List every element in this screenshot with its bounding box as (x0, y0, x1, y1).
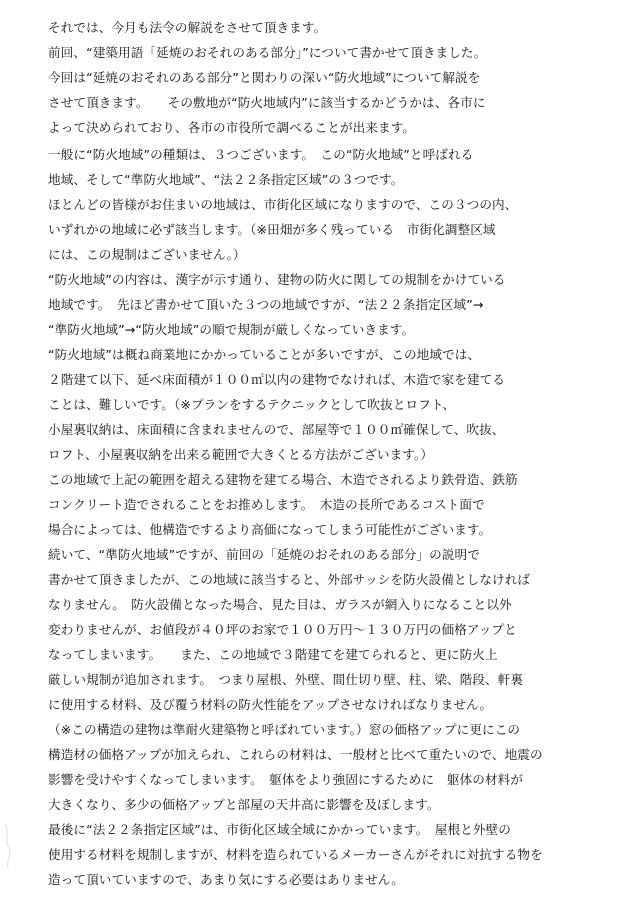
text-line: なってしまいます。 また、この地域で３階建てを建てられると、更に防火上 (48, 647, 498, 662)
text-line: 一般に“防火地域”の種類は、３つございます。 この“防火地域”と呼ばれる (48, 147, 474, 162)
text-line: “防火地域”は概ね商業地にかかっていることが多いですが、この地域では、 (48, 347, 481, 362)
text-line: 造って頂いていますので、あまり気にする必要はありません。 (48, 872, 404, 887)
text-line: 小屋裏収納は、床面積に含まれませんので、部屋等で１００㎡確保して、吹抜、 (48, 422, 505, 437)
text-line: 構造材の価格アップが加えられ、これらの材料は、一般材と比べて重たいので、地震の (48, 747, 543, 762)
text-line: なりません。 防火設備となった場合、見た目は、ガラスが網入りになること以外 (48, 597, 512, 612)
text-line: 地域です。 先ほど書かせて頂いた３つの地域ですが、“法２２条指定区域”→ (48, 297, 484, 312)
text-line: この地域で上記の範囲を超える建物を建てる場合、木造でされるより鉄骨造、鉄筋 (48, 472, 518, 487)
text-line: “準防火地域”→“防火地域”の順で規制が厳しくなっていきます。 (48, 322, 415, 337)
text-line: に使用する材料、及び覆う材料の防火性能をアップさせなければなりません。 (48, 697, 493, 712)
text-line: させて頂きます。 その敷地が“防火地域内”に該当するかどうかは、各市に (48, 95, 486, 110)
text-line: 使用する材料を規制しますが、材料を造られているメーカーさんがそれに対抗する物を (48, 847, 543, 862)
text-line: ことは、難しいです。（※プランをするテクニックとして吹抜とロフト、 (48, 397, 456, 412)
text-line: 前回、“建築用語「延焼のおそれのある部分」”について書かせて頂きました。 (48, 45, 487, 60)
scan-edge-mark (2, 822, 16, 870)
text-line: 今回は“延焼のおそれのある部分”と関わりの深い“防火地域”について解説を (48, 70, 481, 85)
text-line: 厳しい規制が追加されます。 つまり屋根、外壁、間仕切り壁、柱、梁、階段、軒裏 (48, 672, 524, 687)
text-line: 地域、そして“準防火地域”、“法２２条指定区域”の３つです。 (48, 172, 404, 187)
text-line: 場合によっては、他構造でするより高価になってしまう可能性がございます。 (48, 522, 492, 537)
text-line: には、この規制はございません。） (48, 247, 246, 262)
text-line: 影響を受けやすくなってしまいます。 躯体をより強固にするために 躯体の材料が (48, 772, 524, 787)
text-line: 変わりませんが、お値段が４０坪のお家で１００万円～１３０万円の価格アップと (48, 622, 517, 637)
text-line: （※この構造の建物は準耐火建築物と呼ばれています。）窓の価格アップに更にこの (48, 722, 521, 737)
text-line: 大きくなり、多少の価格アップと部屋の天井高に影響を及ぼします。 (48, 797, 440, 812)
text-line: いずれかの地域に必ず該当します。（※田畑が多く残っている 市街化調整区域 (48, 222, 496, 237)
text-line: ほとんどの皆様がお住まいの地域は、市街化区域になりますので、この３つの内、 (48, 197, 518, 212)
text-line: ２階建て以下、延べ床面積が１００㎡以内の建物でなければ、木造で家を建てる (48, 372, 505, 387)
text-line: よって決められており、各市の市役所で調べることが出来ます。 (48, 120, 416, 135)
text-line: “防火地域”の内容は、漢字が示す通り、建物の防火に関しての規制をかけている (48, 272, 506, 287)
text-line: 最後に“法２２条指定区域”は、市街化区域全域にかかっています。 屋根と外壁の (48, 822, 511, 837)
text-line: 書かせて頂きましたが、この地域に該当すると、外部サッシを防火設備としなければ (48, 572, 531, 587)
text-line: 続いて、“準防火地域”ですが、前回の「延焼のおそれのある部分」の説明で (48, 547, 480, 562)
text-line: それでは、今月も法令の解説をさせて頂きます。 (48, 20, 327, 35)
text-line: コンクリート造でされることをお推めします。 木造の長所であるコスト面で (48, 497, 485, 512)
text-line: ロフト、小屋裏収納を出来る範囲で大きくとる方法がございます。） (48, 447, 434, 462)
